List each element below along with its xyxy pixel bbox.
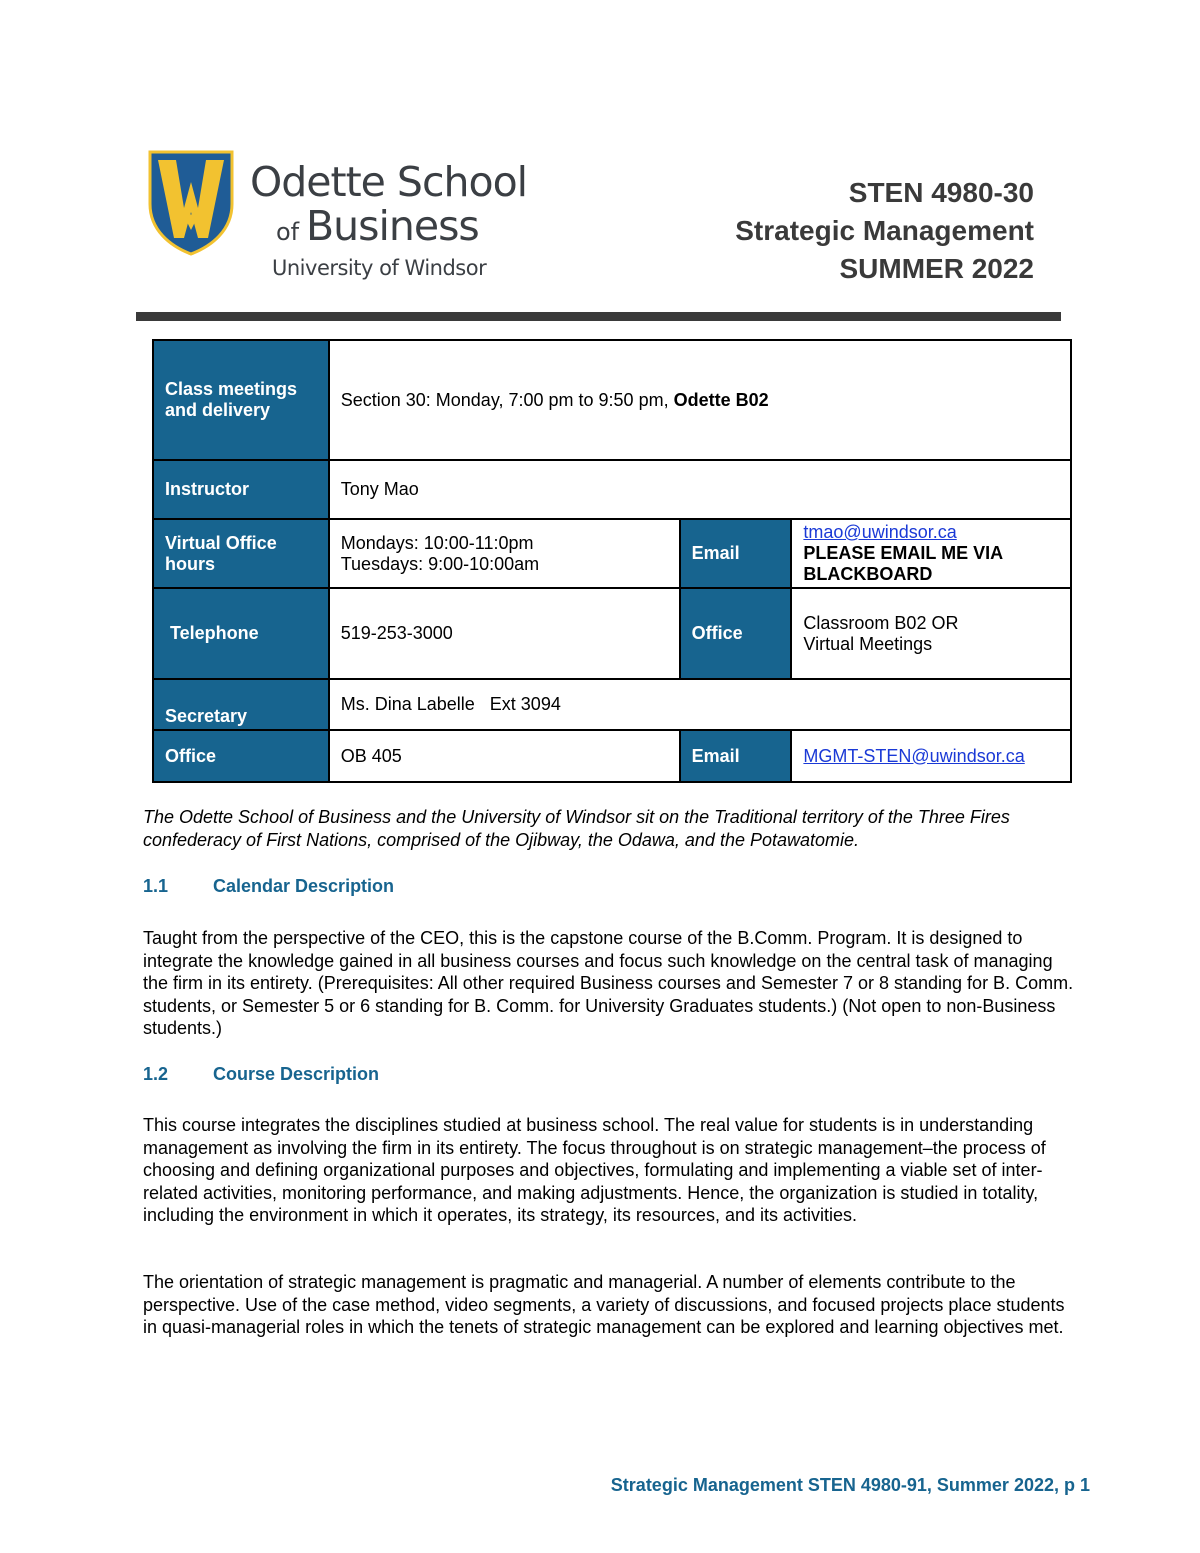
course-info-table [152,339,1072,783]
table-row [153,679,1071,730]
brand-university: University of Windsor [272,256,487,280]
email-label: Email [680,519,792,588]
section-number: 1.2 [143,1064,169,1084]
section-heading-calendar [143,876,394,897]
table-row [153,588,1071,679]
secretary-office-label: Office [153,730,329,782]
section-title: Calendar Description [213,876,395,896]
course-header [735,174,1034,288]
header-divider [136,312,1061,321]
office-line1: Classroom B02 OR [803,612,959,633]
office-hours-tuesday: Tuesdays: 9:00-10:00am [340,553,540,574]
calendar-description: Taught from the perspective of the CEO, this is the capstone course of the B.Comm. Program. It is designed to integrate the knowledge gained in all business courses and focus such knowledge on the central task of managing the firm in its entirety. (Prerequisites: All other required Business courses and Semester 7 or 8 standing for B. Comm. students, or Semester 5 or 6 standing for B. Comm. for University Graduates students.) (Not open to non-Business students.) [143,928,1074,1038]
instructor-value: Tony Mao [329,460,1071,519]
course-term: SUMMER 2022 [839,253,1034,284]
instructor-email-link[interactable]: tmao@uwindsor.ca [803,522,957,542]
office-hours-monday: Mondays: 10:00-11:0pm [340,532,534,553]
table-row [153,730,1071,782]
office-label: Office [680,588,792,679]
class-meetings-room: Odette B02 [673,389,769,410]
email-note: PLEASE EMAIL ME VIA BLACKBOARD [803,543,1003,584]
course-code: STEN 4980-30 [848,177,1034,208]
odette-logo [146,148,528,288]
table-row [153,519,1071,588]
telephone-label: Telephone [153,588,329,679]
instructor-label: Instructor [153,460,329,519]
class-meetings-label: Class meetings and delivery [153,340,329,460]
course-title: Strategic Management [735,215,1034,246]
secretary-label: Secretary [153,679,329,730]
email-cell [791,519,1071,588]
secretary-email-label: Email [680,730,792,782]
class-meetings-value: Section 30: Monday, 7:00 pm to 9:50 pm, [340,389,674,410]
office-hours-label: Virtual Office hours [153,519,329,588]
course-description-p2: The orientation of strategic management is pragmatic and managerial. A number of elements contribute to the perspective. Use of the case method, video segments, a variety of discussions, and focused projects place students in quasi-managerial roles in which the tenets of strategic management can be explored and learning objectives met. [143,1272,1065,1337]
brand-of: of [276,218,300,246]
uwindsor-shield-icon [146,148,236,258]
section-title: Course Description [213,1064,380,1084]
office-cell [791,588,1071,679]
table-row [153,340,1071,460]
section-number: 1.1 [143,876,169,896]
land-acknowledgement: The Odette School of Business and the University of Windsor sit on the Traditional territory of the Three Fires confederacy of First Nations, comprised of the Ojibway, the Odawa, and the Potawatomie. [143,807,1010,850]
table-row [153,460,1071,519]
page-footer: Strategic Management STEN 4980-91, Summer 2022, p 1 [610,1475,1090,1495]
office-line2: Virtual Meetings [803,633,933,654]
brand-name-line1: Odette School [250,158,528,206]
section-heading-course [143,1064,379,1085]
brand-name-line2: Business [306,202,479,250]
class-meetings-cell [329,340,1071,460]
secretary-value: Ms. Dina Labelle Ext 3094 [329,679,1071,730]
secretary-email-cell [791,730,1071,782]
secretary-email-link[interactable]: MGMT-STEN@uwindsor.ca [803,745,1025,766]
telephone-value: 519-253-3000 [329,588,680,679]
office-hours-cell [329,519,680,588]
secretary-office-value: OB 405 [329,730,680,782]
course-description-p1: This course integrates the disciplines studied at business school. The real value for students is in understanding management as involving the firm in its entirety. The focus throughout is on strategic management–the process of choosing and defining organizational purposes and objectives, formulating and implementing a viable set of inter-related activities, monitoring performance, and making adjustments. Hence, the organization is studied in totality, including the environment in which it operates, its strategy, its resources, and its activities. [143,1115,1046,1225]
